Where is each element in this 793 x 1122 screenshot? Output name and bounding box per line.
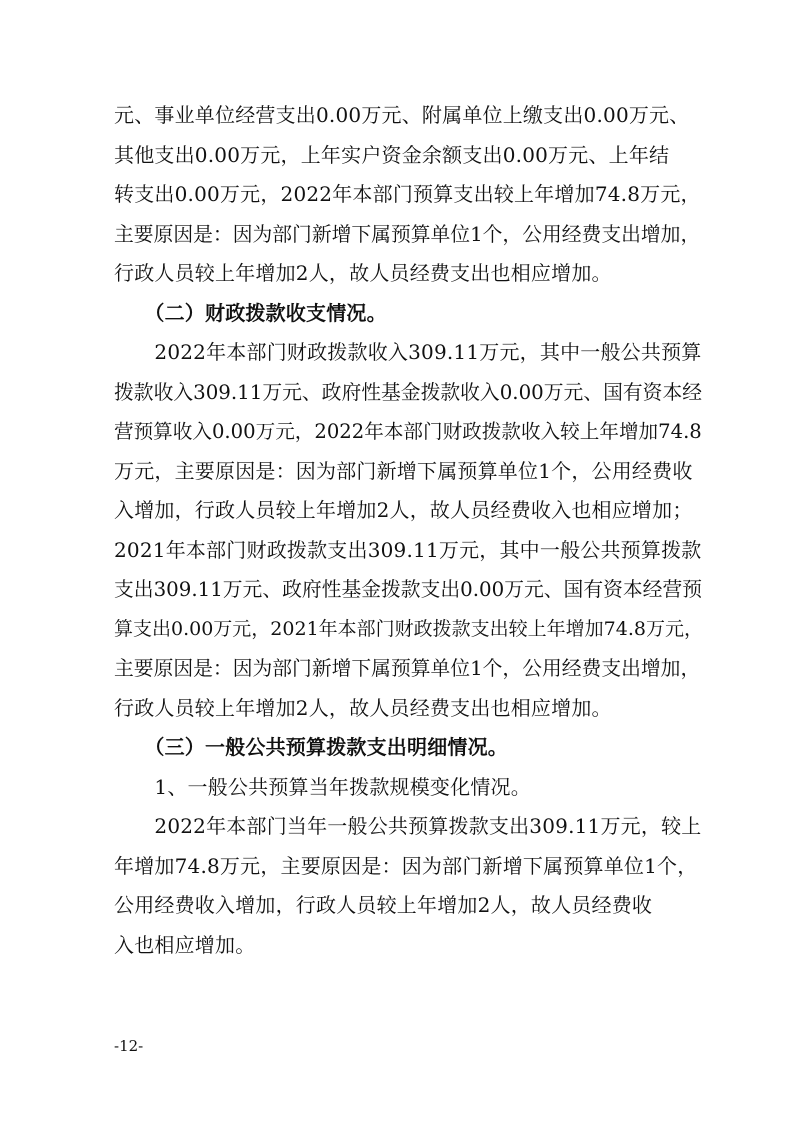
text-line: 年增加74.8万元，主要原因是：因为部门新增下属预算单位1个， bbox=[114, 853, 698, 878]
text-line: 转支出0.00万元，2022年本部门预算支出较上年增加74.8万元， bbox=[114, 182, 701, 206]
subsection-title: 1、一般公共预算当年拨款规模变化情况。 bbox=[114, 774, 531, 799]
text-line: 其他支出0.00万元，上年实户资金余额支出0.00万元、上年结 bbox=[114, 142, 670, 167]
text-line: 2021年本部门财政拨款支出309.11万元，其中一般公共预算拨款 bbox=[114, 537, 702, 562]
section-heading-2: （二）财政拨款收支情况。 bbox=[114, 300, 387, 325]
text-line: 算支出0.00万元，2021年本部门财政拨款支出较上年增加74.8万元， bbox=[114, 617, 703, 640]
text-line: 支出309.11万元、政府性基金拨款支出0.00万元、国有资本经营预 bbox=[114, 578, 703, 601]
text-line: 行政人员较上年增加2人，故人员经费支出也相应增加。 bbox=[114, 695, 612, 720]
section-heading-3: （三）一般公共预算拨款支出明细情况。 bbox=[114, 735, 508, 759]
body-text bbox=[114, 96, 704, 965]
text-line: 入也相应增加。 bbox=[114, 932, 256, 957]
text-line: 公用经费收入增加，行政人员较上年增加2人，故人员经费收 bbox=[114, 893, 653, 917]
text-line: 营预算收入0.00万元，2022年本部门财政拨款收入较上年增加74.8 bbox=[114, 420, 702, 443]
text-line: 入增加，行政人员较上年增加2人，故人员经费收入也相应增加； bbox=[114, 498, 693, 522]
page-number: -12- bbox=[114, 1037, 144, 1055]
text-line: 主要原因是：因为部门新增下属预算单位1个，公用经费支出增加， bbox=[114, 222, 701, 246]
text-line: 行政人员较上年增加2人，故人员经费支出也相应增加。 bbox=[114, 261, 612, 285]
text-line: 拨款收入309.11万元、政府性基金拨款收入0.00万元、国有资本经 bbox=[114, 380, 703, 404]
text-line: 元、事业单位经营支出0.00万元、附属单位上缴支出0.00万元、 bbox=[114, 103, 690, 127]
text-line: 2022年本部门当年一般公共预算拨款支出309.11万元，较上 bbox=[114, 814, 702, 838]
text-line: 2022年本部门财政拨款收入309.11万元，其中一般公共预算 bbox=[114, 340, 702, 364]
text-line: 万元，主要原因是：因为部门新增下属预算单位1个，公用经费收 bbox=[114, 458, 693, 483]
text-line: 主要原因是：因为部门新增下属预算单位1个，公用经费支出增加， bbox=[114, 657, 701, 680]
